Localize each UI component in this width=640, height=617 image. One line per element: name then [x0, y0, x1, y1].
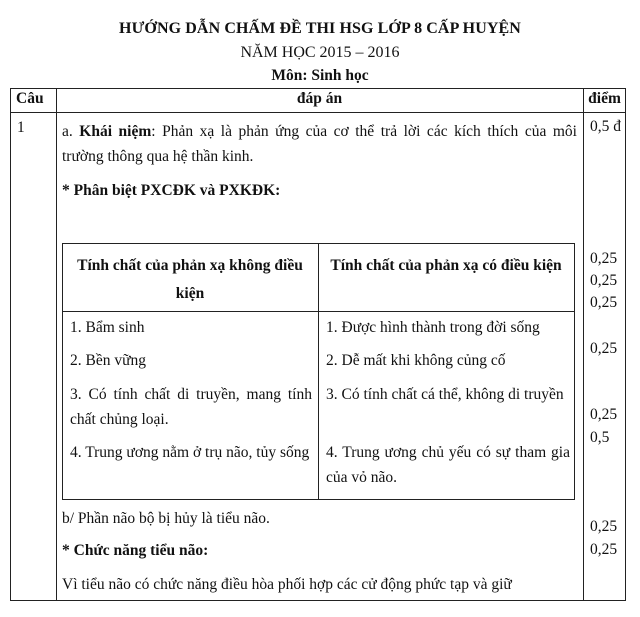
school-year: NĂM HỌC 2015 – 2016 [240, 44, 400, 61]
col-header-cau: Câu [16, 90, 44, 107]
compare-col2-item-4: 4. Trung ương chủ yếu có sự tham gia của vỏ não. [326, 444, 570, 486]
subject-line: Môn: Sinh học [271, 67, 369, 84]
row-number: 1 [17, 119, 25, 136]
concept-paragraph [62, 119, 577, 169]
score-7: 0,25 [590, 518, 618, 535]
col-header-dap-an: đáp án [296, 90, 343, 107]
distinguish-title: * Phân biệt PXCĐK và PXKĐK: [62, 182, 281, 199]
compare-col1-header: Tính chất của phản xạ không điều kiện [77, 257, 303, 302]
score-1: 0,25 [590, 250, 618, 267]
compare-col1-item-1: 1. Bẩm sinh [70, 319, 145, 336]
compare-col2-item-1: 1. Được hình thành trong đời sống [326, 319, 540, 336]
header-row-border [10, 112, 626, 113]
compare-right-border [574, 243, 575, 500]
score-4: 0,25 [590, 340, 618, 357]
document-title: HƯỚNG DẪN CHẤM ĐỀ THI HSG LỚP 8 CẤP HUYỆN [119, 20, 521, 37]
part-b-text: b/ Phần não bộ bị hủy là tiểu não. [62, 510, 270, 527]
col-header-diem: điểm [588, 90, 621, 107]
table-bottom-border [10, 600, 626, 601]
table-left-border [10, 88, 11, 601]
table-right-border [625, 88, 626, 601]
compare-col2-header: Tính chất của phản xạ có điều kiện [330, 257, 562, 274]
compare-col2-item-2: 2. Dễ mất khi không củng cố [326, 352, 506, 369]
compare-col1-item-4: 4. Trung ương nằm ở trụ não, tủy sống [70, 444, 310, 461]
concept-prefix: a. [62, 123, 80, 140]
concept-text: : Phản xạ là phản ứng của cơ thể trả lời các kích thích của môi trường thông qua hệ thần kinh. [62, 123, 577, 165]
score-2: 0,25 [590, 272, 618, 289]
function-title: * Chức năng tiểu não: [62, 542, 209, 559]
score-8: 0,25 [590, 541, 618, 558]
score-5: 0,25 [590, 406, 618, 423]
compare-col2-item-3: 3. Có tính chất cá thể, không di truyền [326, 386, 564, 403]
score-concept: 0,5 đ [590, 118, 621, 135]
compare-left-border [62, 243, 63, 500]
table-top-border [10, 88, 626, 89]
score-3: 0,25 [590, 294, 618, 311]
function-text: Vì tiểu não có chức năng điều hòa phối hợp các cử động phức tạp và giữ [62, 576, 512, 593]
compare-mid-border [318, 243, 319, 500]
compare-col1-item-2: 2. Bền vững [70, 352, 146, 369]
concept-term: Khái niệm [79, 123, 152, 140]
compare-col1-item-3: 3. Có tính chất di truyền, mang tính chất chủng loại. [70, 386, 312, 428]
column-divider-2 [583, 88, 584, 601]
column-divider-1 [56, 88, 57, 601]
score-6: 0,5 [590, 429, 610, 446]
